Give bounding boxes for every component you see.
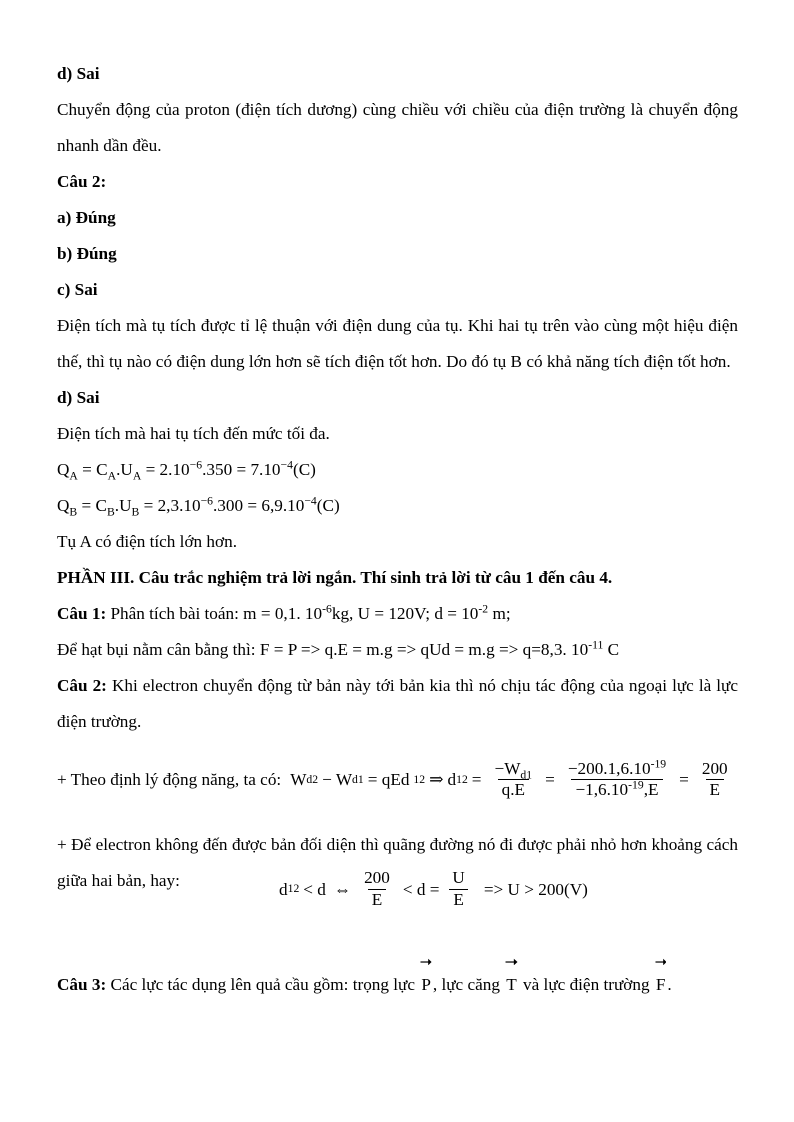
cau-2b-iff: ⇔ — [333, 879, 352, 899]
qb-exp2: −4 — [304, 494, 317, 508]
vector-f — [655, 967, 667, 1003]
answer-d-sai: d) Sai — [57, 388, 100, 407]
cau-1-text-a: Phân tích bài toán: m = 0,1. 10 — [106, 604, 323, 623]
paragraph-conclusion: Tụ A có điện tích lớn hơn. — [57, 532, 238, 551]
cau-2-arrow: ⇒ — [429, 770, 444, 790]
answer-a-dung: a) Đúng — [57, 208, 116, 227]
fraction-denominator-5: E — [449, 889, 468, 909]
vector-t-letter: T — [506, 974, 517, 994]
f2-den-text: −1,6.10 — [575, 780, 629, 800]
cau-2-w1: W — [290, 770, 307, 790]
fraction-200-over-e — [698, 760, 732, 799]
qa-eq1: = C — [77, 460, 108, 479]
qa-lhs-sub: A — [69, 469, 78, 483]
qb-lhs-sub: B — [69, 505, 78, 519]
equation-qa — [57, 452, 738, 488]
vector-arrow-icon — [655, 956, 667, 965]
phan-3-subtitle: . Thí sinh trả lời từ câu 1 đến câu 4. — [352, 568, 613, 587]
vector-p — [420, 967, 432, 1003]
cau-2b-tail: => U > 200(V) — [483, 879, 588, 899]
cau-2-equals-1: = — [471, 770, 482, 790]
vector-f-letter: F — [655, 974, 666, 994]
cau-2-eq-sign: = qEd — [367, 770, 410, 790]
vector-arrow-icon — [420, 956, 432, 965]
fraction-denominator-3: E — [706, 779, 725, 799]
vector-t — [505, 967, 518, 1003]
cau-3-label: Câu 3: — [57, 974, 107, 994]
fraction-numeric — [564, 757, 670, 800]
cau-1-text-b: kg, U = 120V; d = 10 — [331, 604, 479, 623]
fraction-200-over-e-2 — [360, 869, 394, 908]
qb-c-sub: B — [106, 505, 115, 519]
cau-2-paragraph — [57, 668, 738, 740]
cau-1-line-2 — [57, 632, 738, 668]
cau-3-text-a: Các lực tác dụng lên quả cầu gồm: trọng lực — [106, 974, 420, 994]
cau-2-eq-prefix: + Theo định lý động năng, ta có: — [57, 770, 282, 790]
cau-2b-lt-d: < d — [303, 879, 326, 899]
f2-num-text: −200.1,6.10 — [567, 759, 651, 778]
paragraph-d-sai-body-2: Điện tích mà hai tụ tích đến mức tối đa. — [57, 424, 330, 443]
fraction-denominator: q.E — [498, 779, 529, 799]
cau-2-text: Khi electron chuyển động từ bản này tới bản kia thì nó chịu tác động của ngoại lực là lực điện trường. — [57, 676, 738, 731]
cau-1-line-2-text-a: Để hạt bụi nằm cân bằng thì: F = P => q.E = m.g => qUd = m.g => q=8,3. 10 — [57, 640, 589, 659]
cau-2-w2: W — [335, 770, 353, 790]
fraction-numerator-5: U — [452, 868, 465, 888]
cau-1-exp-a: -6 — [322, 602, 332, 616]
f2-den-text-b: ,E — [643, 780, 659, 800]
fraction-numerator — [491, 759, 537, 782]
qa-c-sub: A — [107, 469, 117, 483]
cau-2-equation: + Theo định lý động năng, ta có: W d2 − W d1 = qEd 12 ⇒ d 12 = $\frac{-W_{d1}}{q.E}$ = $\frac{-200.1,6.10^{-19}}{-1,6.10^{-19},E}$ = $\frac{200}{E}$ — [57, 760, 737, 799]
cau-2b-d: d — [279, 879, 288, 899]
cau-1-line-2-exp: -11 — [588, 638, 604, 652]
phan-3-title: PHẦN III. Câu trắc nghiệm trả lời ngắn — [57, 568, 353, 587]
qa-u-sub: A — [132, 469, 142, 483]
vector-p-letter: P — [421, 974, 431, 994]
cau-2-d: d — [447, 770, 457, 790]
cau-1-exp-b: -2 — [478, 602, 489, 616]
equation-qb — [57, 488, 738, 524]
qa-dot1: .U — [116, 460, 133, 479]
cau-2-equals-3: = — [679, 770, 689, 790]
cau-2-minus: − — [322, 770, 332, 790]
qb-lhs: Q — [57, 496, 70, 515]
paragraph-d-sai-body: Chuyển động của proton (điện tích dương) cùng chiều với chiều của điện trường là chuyển động nhanh dần đều. — [57, 100, 738, 155]
qb-mid: .300 = 6,9.10 — [213, 496, 305, 515]
fraction-numerator-4: 200 — [364, 868, 390, 888]
cau-2-equation-row — [57, 757, 738, 800]
paragraph-c-sai-body: Điện tích mà tụ tích được tỉ lệ thuận với điện dung của tụ. Khi hai tụ trên vào cùng một hiệu điện thế, thì tụ nào có điện dung lớn hơn sẽ tích điện tốt hơn. Do đó tụ B có khả năng tích điện tốt hơn. — [57, 316, 738, 371]
qa-exp2: −4 — [280, 458, 293, 472]
fraction-u-over-e — [448, 869, 468, 908]
cau-1-line-1 — [57, 596, 738, 632]
qb-exp1: −6 — [200, 494, 213, 508]
cau-3-text-d: . — [667, 974, 672, 994]
f1-num-text: −W — [494, 759, 521, 778]
cau-1-label: Câu 1: — [57, 604, 107, 623]
heading-cau-2: Câu 2: — [57, 172, 107, 191]
answer-c-sai: c) Sai — [57, 280, 98, 299]
cau-1-text-c: m; — [488, 604, 511, 623]
qa-exp1: −6 — [189, 458, 203, 472]
fraction-numerator-2 — [564, 757, 670, 779]
f1-num-sub: d1 — [520, 768, 533, 782]
vector-arrow-icon — [505, 956, 518, 965]
qb-dot1: .U — [114, 496, 132, 515]
qb-tail: (C) — [316, 496, 340, 515]
qb-u-sub: B — [131, 505, 140, 519]
cau-2-equation-2: d 12 < d ⇔ $\frac{200}{E}$ < d = $\frac{U}{E}$ => U > 200(V) — [279, 868, 588, 909]
cau-3-paragraph — [57, 967, 738, 1003]
document-body — [57, 56, 738, 1003]
qb-eq2: = 2,3.10 — [139, 496, 201, 515]
qa-tail: (C) — [292, 460, 316, 479]
cau-2-equals-2: = — [545, 770, 555, 790]
qa-eq2: = 2.10 — [141, 460, 190, 479]
cau-3-text-c: và lực điện trường — [518, 974, 654, 994]
fraction-denominator-2 — [571, 779, 662, 799]
cau-3-text-b: , lực căng — [432, 974, 505, 994]
qa-lhs: Q — [57, 460, 70, 479]
f2-num-exp: -19 — [650, 757, 667, 771]
answer-b-dung: b) Đúng — [57, 244, 117, 263]
cau-2-line-3-text: + Để electron không đến được bản đối diện thì quãng đường nó đi được phải nhỏ hơn khoảng cách giữa hai bản, hay: — [57, 835, 738, 891]
qb-eq1: = C — [77, 496, 107, 515]
cau-2-label: Câu 2: — [57, 676, 107, 695]
cau-1-line-2-text-b: C — [603, 640, 620, 659]
heading-d-sai: d) Sai — [57, 64, 100, 83]
qa-mid: .350 = 7.10 — [202, 460, 281, 479]
fraction-numerator-3: 200 — [701, 759, 728, 778]
fraction-denominator-4: E — [368, 889, 387, 909]
f2-den-exp: -19 — [628, 778, 644, 792]
cau-2b-lt: < d = — [402, 879, 440, 899]
fraction-wd1-over-qe — [491, 760, 537, 799]
heading-phan-3 — [57, 560, 738, 596]
